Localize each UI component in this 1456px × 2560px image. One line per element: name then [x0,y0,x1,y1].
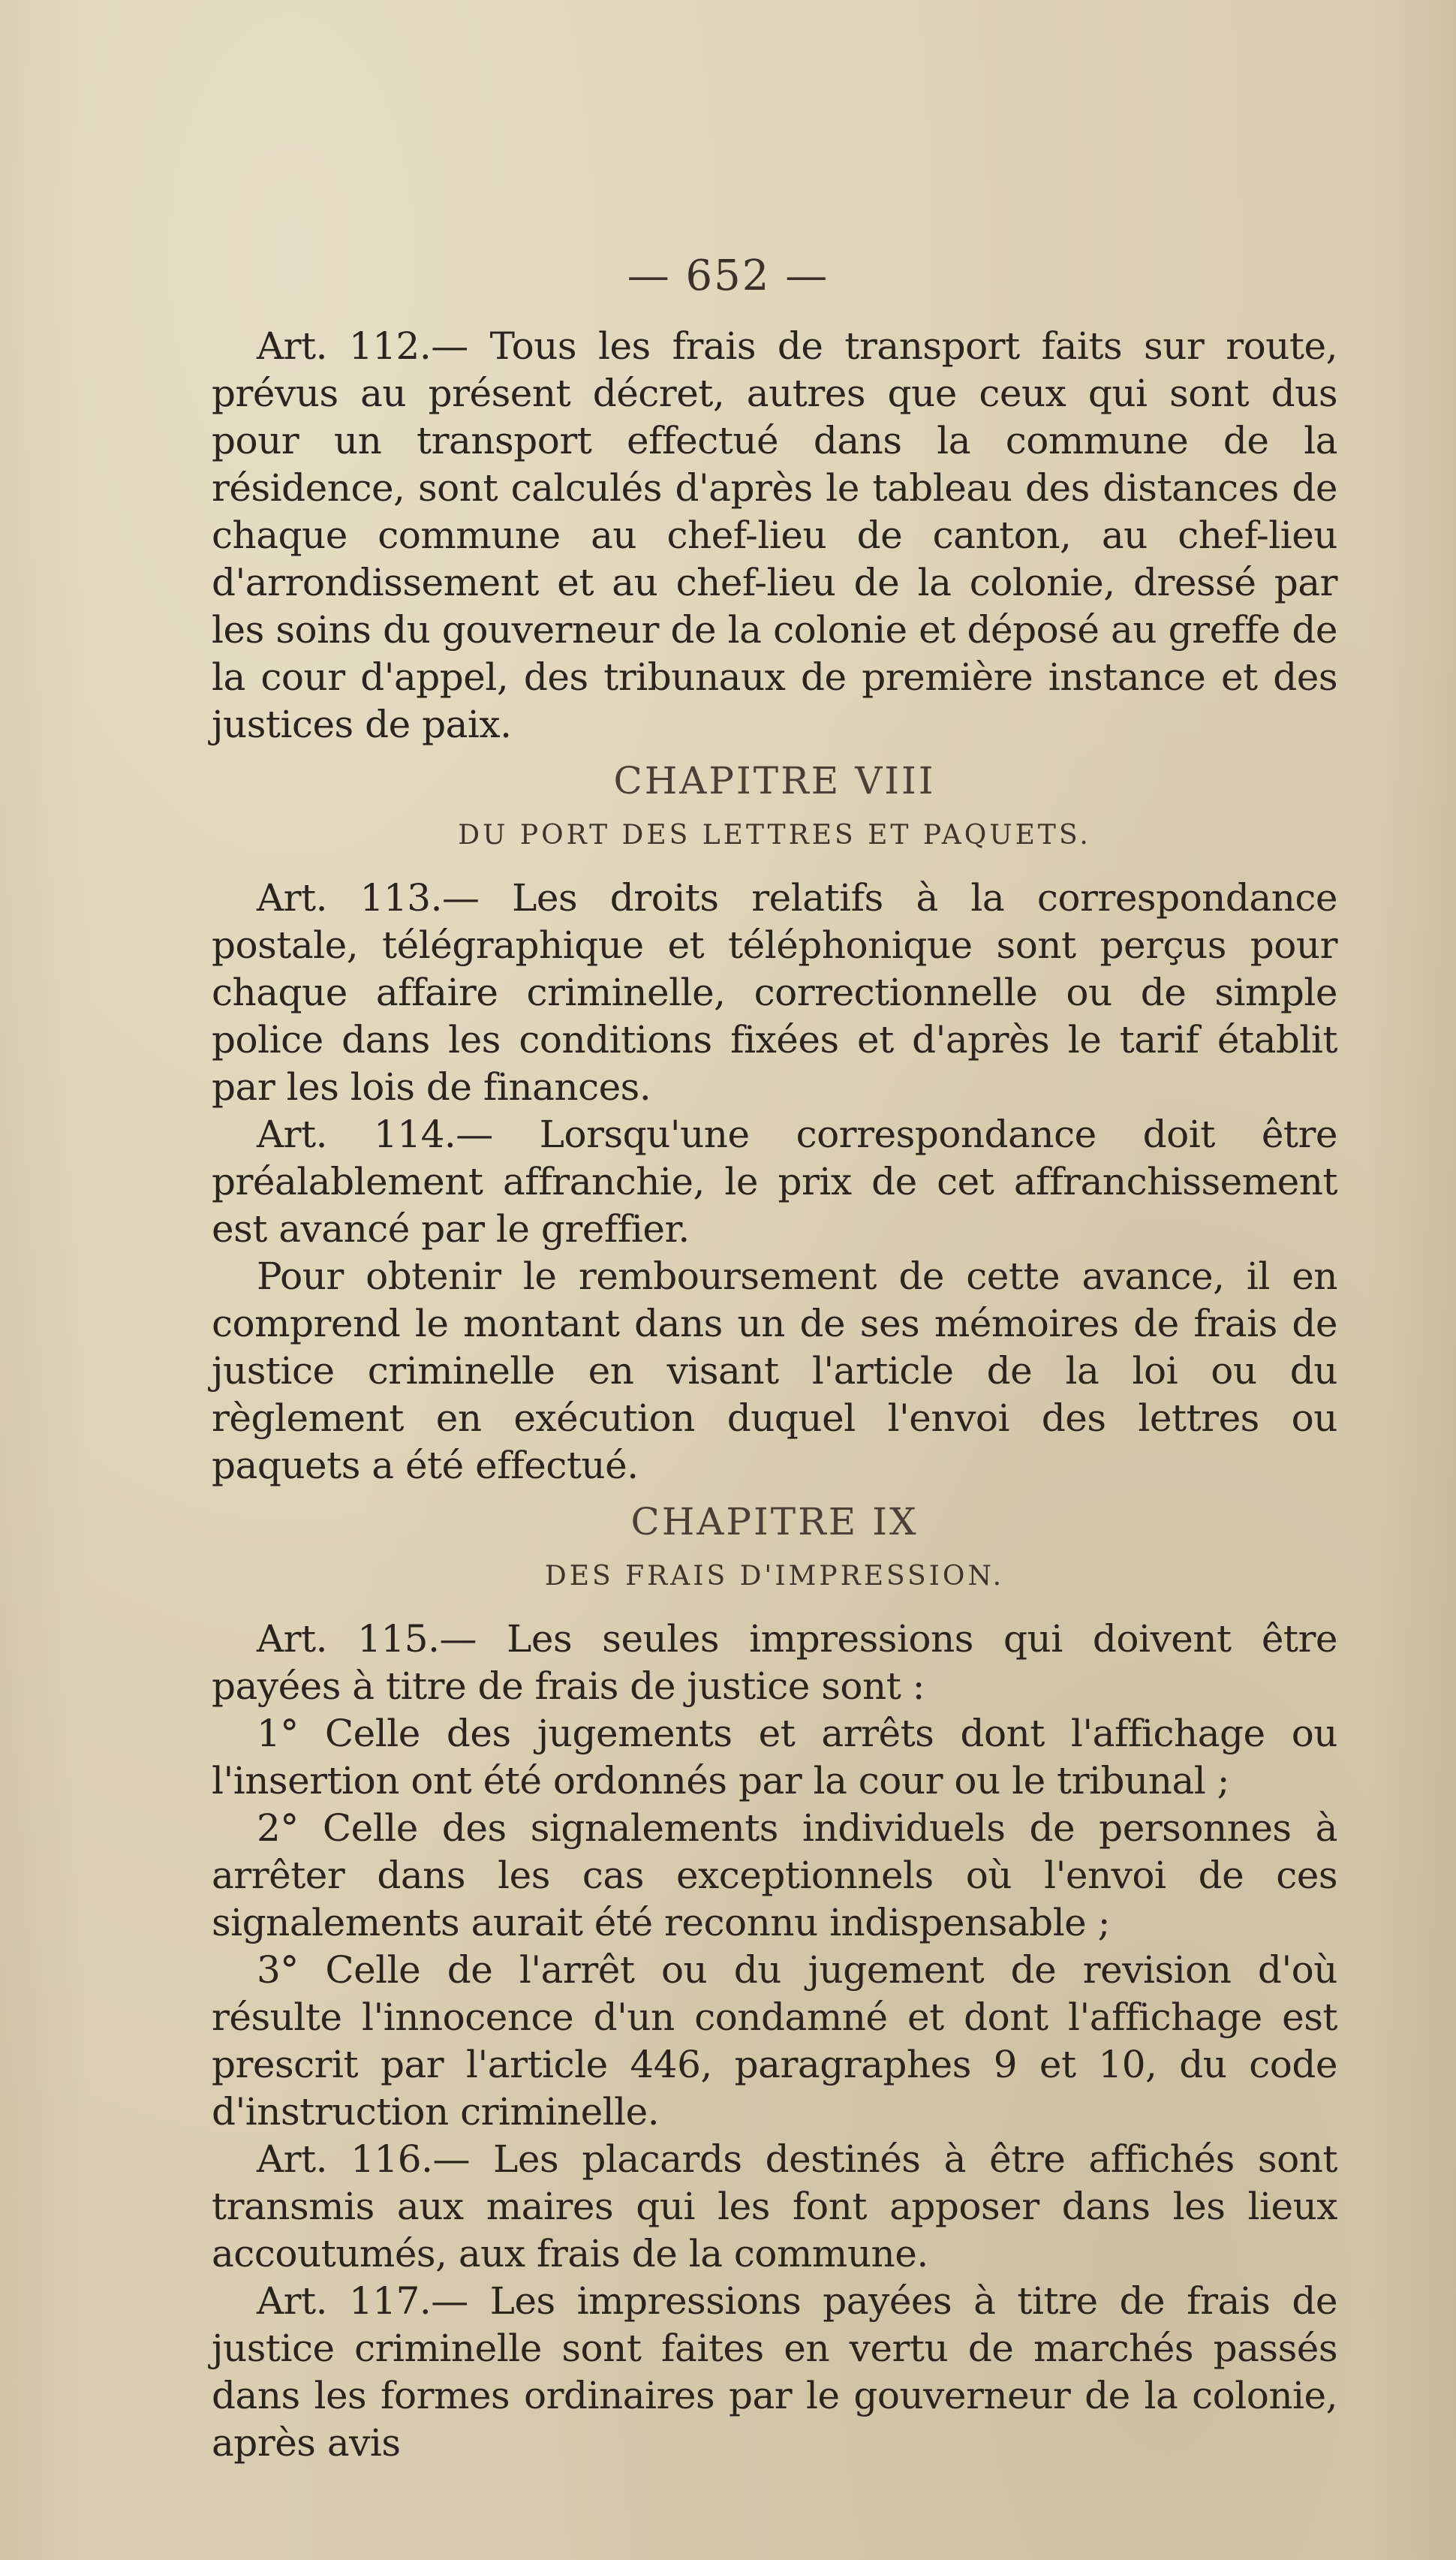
article-116: Art. 116.— Les placards destinés à être affichés sont transmis aux maires qui les font apposer dans les lieux accoutumés, aux frais de la commune. [212,2137,1337,2275]
article-115-item-1: 1° Celle des jugements et arrêts dont l'affichage ou l'insertion ont été ordonnés par la cour ou le tribunal ; [212,1712,1337,1803]
article-115-item-3: 3° Celle de l'arrêt ou du jugement de revision d'où résulte l'innocence d'un condamné et dont l'affichage est prescrit par l'article 446, paragraphes 9 et 10, du code d'instruction criminelle. [212,1948,1337,2134]
article-115-item-2: 2° Celle des signalements individuels de personnes à arrêter dans les cas exceptionnels où l'envoi de ces signalements aurait été reconnu indispensable ; [212,1806,1337,1944]
article-114-continued: Pour obtenir le remboursement de cette avance, il en comprend le montant dans un de ses mémoires de frais de justice criminelle en visant l'article de la loi ou du règlement en exécution duquel l'envoi des lettres ou paquets a été effectué. [212,1254,1337,1487]
chapter-9-title: CHAPITRE IX [630,1500,919,1544]
article-117: Art. 117.— Les impressions payées à titre de frais de justice criminelle sont faites en vertu de marchés passés dans les formes ordinaires par le gouverneur de la colonie, après avis [212,2279,1337,2465]
chapter-8-subtitle: DU PORT DES LETTRES ET PAQUETS. [458,820,1091,851]
article-115: Art. 115.— Les seules impressions qui doivent être payées à titre de frais de justice sont : [212,1617,1337,1708]
article-113: Art. 113.— Les droits relatifs à la correspondance postale, télégraphique et téléphonique sont perçus pour chaque affaire criminelle, correctionnelle ou de simple police dans les conditions fixées et d'après le tarif établit par les lois de finances. [212,876,1337,1109]
chapter-9-subtitle: DES FRAIS D'IMPRESSION. [544,1561,1005,1592]
article-112: Art. 112.— Tous les frais de transport faits sur route, prévus au présent décret, autres que ceux qui sont dus pour un transport effectué dans la commune de la résidence, sont calculés d'après le tableau des distances de chaque commune au chef-lieu de canton, au chef-lieu d'arrondissement et au chef-lieu de la colonie, dressé par les soins du gouverneur de la colonie et déposé au greffe de la cour d'appel, des tribunaux de première instance et des justices de paix. [212,324,1337,746]
text-body [212,323,1337,2467]
page-number: — 652 — [627,251,829,300]
chapter-8-title: CHAPITRE VIII [613,759,936,803]
article-114: Art. 114.— Lorsqu'une correspondance doit être préalablement affranchie, le prix de cet affranchissement est avancé par le greffier. [212,1113,1337,1251]
